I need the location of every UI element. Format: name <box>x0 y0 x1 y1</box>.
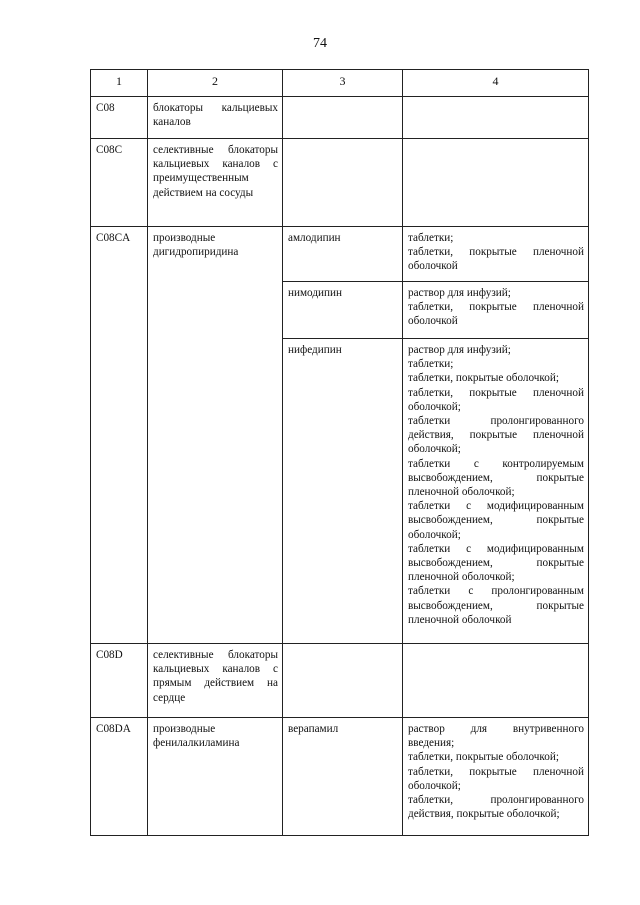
atc-code: C08C <box>91 139 148 227</box>
table-header-row <box>91 70 589 97</box>
table-row <box>91 97 589 139</box>
drug-name: амлодипин <box>283 227 403 282</box>
dosage-form: таблетки с модифицированным высвобождением, покрытые оболочкой; <box>408 500 584 541</box>
atc-group-name: производные дигидропиридина <box>148 227 283 644</box>
atc-code: C08DA <box>91 718 148 836</box>
dosage-form-cell <box>403 97 589 139</box>
dosage-form: таблетки, покрытые оболочкой; <box>408 372 559 385</box>
dosage-form: таблетки, пролонгированного действия, покрытые оболочкой; <box>408 794 584 821</box>
dosage-form-list <box>403 282 589 339</box>
column-header: 1 <box>91 70 148 97</box>
atc-group-name: блокаторы кальциевых каналов <box>148 97 283 139</box>
dosage-form-cell <box>403 139 589 227</box>
dosage-form-list <box>403 718 589 836</box>
table-row <box>91 139 589 227</box>
dosage-form-list <box>403 227 589 282</box>
atc-code: C08CA <box>91 227 148 644</box>
table-row <box>91 718 589 836</box>
atc-group-name: производные фенилалкиламина <box>148 718 283 836</box>
dosage-form: таблетки с модифицированным высвобождением, покрытые пленочной оболочкой; <box>408 542 584 584</box>
dosage-form: таблетки, покрытые оболочкой; <box>408 751 559 764</box>
page-number: 74 <box>313 36 327 51</box>
dosage-form: таблетки, покрытые пленочной оболочкой; <box>408 765 584 792</box>
drug-name: нифедипин <box>283 339 403 644</box>
drug-name-cell <box>283 644 403 718</box>
drug-name-cell <box>283 97 403 139</box>
dosage-form: таблетки с пролонгированным высвобождением, покрытые пленочной оболочкой <box>408 585 584 626</box>
atc-group-name: селективные блокаторы кальциевых каналов с преимущественным действием на сосуды <box>148 139 283 227</box>
dosage-form-cell <box>403 644 589 718</box>
dosage-form: раствор для инфузий; <box>408 344 511 356</box>
dosage-form: раствор для внутривенного введения; <box>408 723 584 750</box>
dosage-form: таблетки; <box>408 358 454 371</box>
dosage-form: таблетки, покрытые пленочной оболочкой <box>408 246 584 273</box>
atc-group-name: селективные блокаторы кальциевых каналов с прямым действием на сердце <box>148 644 283 718</box>
dosage-form-list <box>403 339 589 644</box>
dosage-form: раствор для инфузий; <box>408 287 511 299</box>
atc-code: C08 <box>91 97 148 139</box>
dosage-form: таблетки, покрытые пленочной оболочкой <box>408 301 584 328</box>
atc-code: C08D <box>91 644 148 718</box>
drug-name-cell <box>283 139 403 227</box>
column-header: 4 <box>403 70 589 97</box>
column-header: 2 <box>148 70 283 97</box>
table-row <box>91 227 589 282</box>
drug-name: верапамил <box>283 718 403 836</box>
table-row <box>91 644 589 718</box>
column-header: 3 <box>283 70 403 97</box>
drug-table <box>90 69 589 836</box>
dosage-form: таблетки пролонгированного действия, покрытые пленочной оболочкой; <box>408 415 584 456</box>
dosage-form: таблетки; <box>408 232 454 244</box>
dosage-form: таблетки с контролируемым высвобождением, покрытые пленочной оболочкой; <box>408 457 584 499</box>
drug-name: нимодипин <box>283 282 403 339</box>
dosage-form: таблетки, покрытые пленочной оболочкой; <box>408 386 584 413</box>
